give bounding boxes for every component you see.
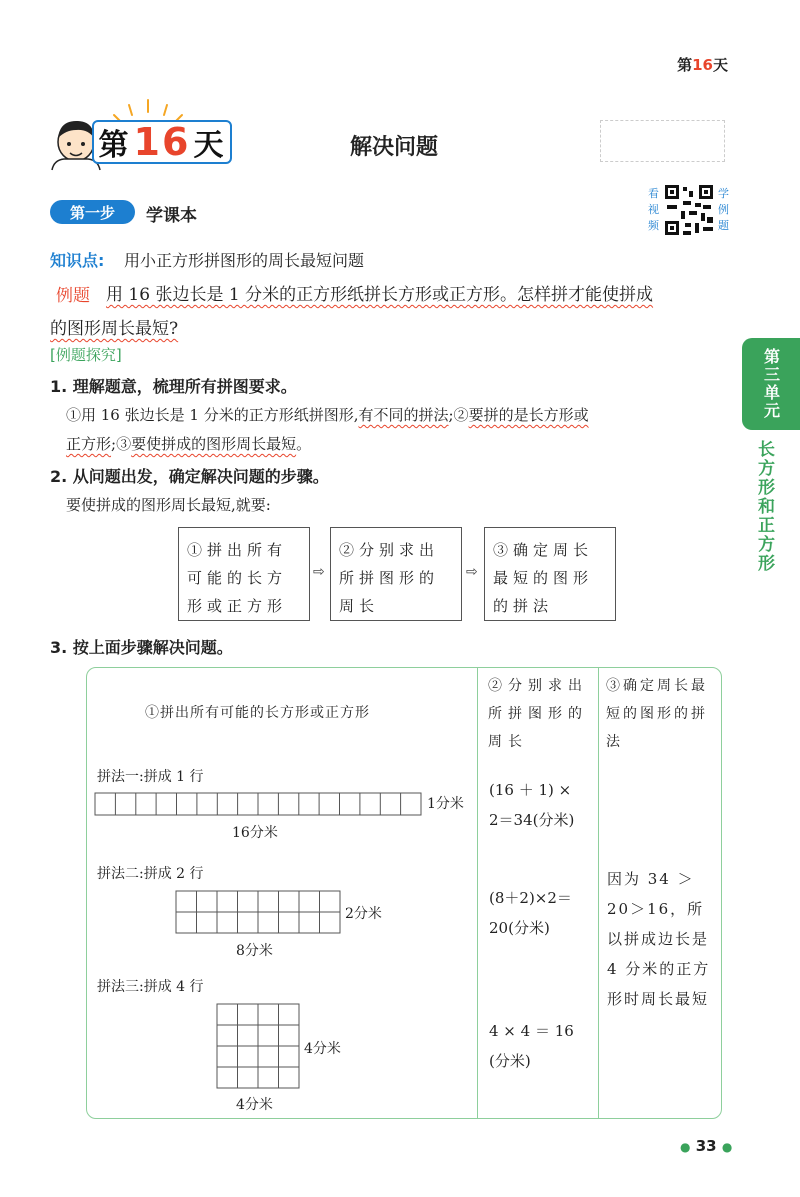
step-pill: 第一步 [50, 200, 135, 224]
example-text-line1: 用 16 张边长是 1 分米的正方形纸拼长方形或正方形。怎样拼才能使拼成 [106, 285, 654, 305]
example-text-line2: 的图形周长最短? [50, 319, 179, 339]
example-explore-label: [例题探究] [50, 346, 122, 364]
step-title: 学课本 [146, 206, 197, 226]
method2-width: 8分米 [236, 943, 273, 959]
method3-width: 4分米 [236, 1097, 273, 1113]
method2-label: 拼法二:拼成 2 行 [97, 866, 204, 882]
method1-label: 拼法一:拼成 1 行 [97, 769, 204, 785]
section3-title: 3. 按上面步骤解决问题。 [50, 638, 233, 657]
table-divider [477, 667, 478, 1119]
knowledge-text: 用小正方形拼图形的周长最短问题 [124, 251, 365, 270]
page-title: 解决问题 [350, 135, 439, 160]
method2-height: 2分米 [345, 906, 382, 922]
qr-caption-left: 看视频 [648, 187, 659, 232]
conclusion-text: 因为 34 ＞ 20＞16，所以拼成边长是 4 分米的正方形时周长最短 [607, 870, 711, 1008]
method3-label: 拼法三:拼成 4 行 [97, 979, 204, 995]
method1-height: 1分米 [427, 796, 464, 812]
method1-grid [94, 792, 422, 816]
method2-grid [175, 890, 341, 934]
table-head-col2: ②分别求出所拼图形的周长 [488, 678, 588, 750]
day-corner-label: 第16天 [677, 56, 728, 74]
section1-line1: ①用 16 张边长是 1 分米的正方形纸拼图形,有不同的拼法;②要拼的是长方形或 [66, 406, 589, 424]
section1-title: 1. 理解题意，梳理所有拼图要求。 [50, 377, 297, 396]
day-badge: 第 16 天 [92, 120, 232, 164]
method3-height: 4分米 [304, 1041, 341, 1057]
flow-step-1: ①拼出所有可能的长方形或正方形 [178, 527, 310, 621]
method1-width: 16分米 [232, 825, 278, 841]
section1-line2: 正方形;③要使拼成的图形周长最短。 [66, 435, 312, 453]
flow-arrow-icon: ⇨ [466, 564, 478, 580]
method3-calc: 4 × 4 ＝ 16 (分米) [489, 1022, 574, 1070]
knowledge-label: 知识点: [50, 251, 105, 270]
qr-caption-right: 学例题 [718, 187, 729, 232]
flow-step-2: ②分别求出所拼图形的周长 [330, 527, 462, 621]
title-decor-box [600, 120, 725, 162]
unit-side-tab: 第三单元 [742, 338, 800, 430]
flow-arrow-icon: ⇨ [313, 564, 325, 580]
table-divider [598, 667, 599, 1119]
table-head-col1: ①拼出所有可能的长方形或正方形 [145, 705, 370, 721]
example-label: 例题 [56, 286, 90, 306]
method1-calc: (16 ＋ 1) × 2＝34(分米) [489, 781, 575, 829]
section2-body: 要使拼成的图形周长最短,就要: [66, 496, 271, 514]
qr-code-icon[interactable] [663, 183, 715, 237]
method3-grid [216, 1003, 300, 1089]
method2-calc: (8＋2)×2＝ 20(分米) [489, 889, 572, 937]
unit-topic-label: 长方形和正方形 [754, 440, 774, 573]
table-head-col3: ③确定周长最短的图形的拼法 [606, 678, 708, 750]
page-number: ● 33 ● [680, 1137, 733, 1155]
flow-step-3: ③确定周长最短的图形的拼法 [484, 527, 616, 621]
section2-title: 2. 从问题出发，确定解决问题的步骤。 [50, 467, 329, 486]
